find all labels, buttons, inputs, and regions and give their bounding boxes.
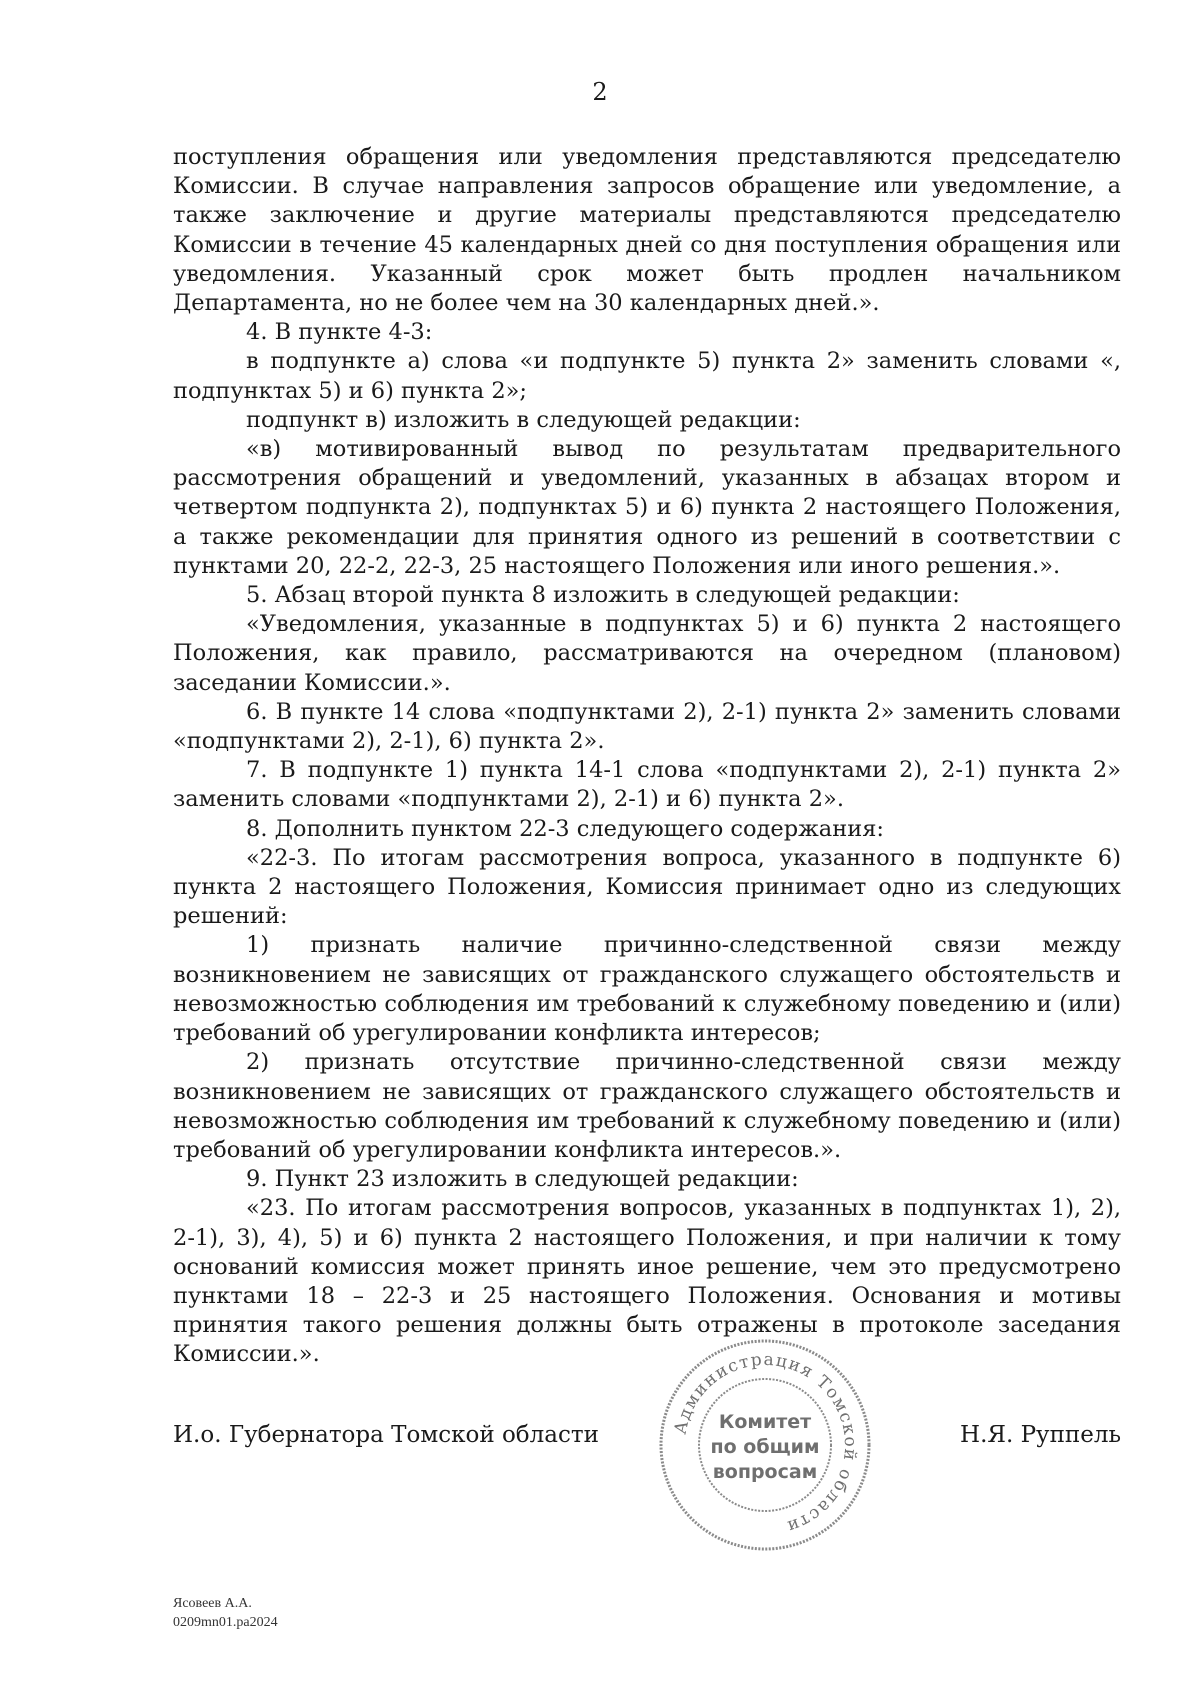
paragraph: 8. Дополнить пунктом 22-3 следующего содержания:: [246, 815, 884, 842]
paragraph: поступления обращения или уведомления представляются председателю Комиссии. В случае направления запросов обращение или уведомление, а также заключение и другие материалы представляются председателю Комиссии в течение 45 календарных дней со дня поступления обращения или уведомления. Указанный срок может быть продлен начальником Департамента, но не более чем на 30 календарных дней.».: [173, 144, 1121, 317]
paragraph: «Уведомления, указанные в подпунктах 5) и 6) пункта 2 настоящего Положения, как правило, рассматриваются на очередном (плановом) заседании Комиссии.».: [173, 611, 1121, 696]
paragraph: 1) признать наличие причинно-следственной связи между возникновением не зависящих от гражданского служащего обстоятельств и невозможностью соблюдения им требований к служебному поведению и (или) требований об урегулировании конфликта интересов;: [173, 932, 1121, 1047]
page-number: 2: [592, 78, 608, 106]
paragraph: 4. В пункте 4-3:: [246, 319, 433, 346]
paragraph: 9. Пункт 23 изложить в следующей редакции:: [246, 1166, 799, 1193]
seal-center-line-1: Комитет: [718, 1411, 812, 1433]
paragraph: «в) мотивированный вывод по результатам предварительного рассмотрения обращений и уведомлений, указанных в абзацах втором и четвертом подпункта 2), подпунктах 5) и 6) пункта 2 настоящего Положения, а также рекомендации для принятия одного из решений в соответствии с пунктами 20, 22-2, 22-3, 25 настоящего Положения или иного решения.».: [173, 436, 1121, 579]
document-body: [173, 143, 1121, 1370]
signatory-position: И.о. Губернатора Томской области: [173, 1422, 599, 1448]
paragraph: подпункт в) изложить в следующей редакции:: [246, 406, 801, 433]
footer-notes: [173, 1594, 278, 1632]
paragraph: «23. По итогам рассмотрения вопросов, указанных в подпунктах 1), 2), 2-1), 3), 4), 5) и 6) пункта 2 настоящего Положения, и при наличии к тому оснований комиссия может принять иное решение, чем это предусмотрено пунктами 18 – 22-3 и 25 настоящего Положения. Основания и мотивы принятия такого решения должны быть отражены в протоколе заседания Комиссии.».: [173, 1195, 1121, 1368]
paragraph: 2) признать отсутствие причинно-следственной связи между возникновением не зависящих от гражданского служащего обстоятельств и невозможностью соблюдения им требований к служебному поведению и (или) требований об урегулировании конфликта интересов.».: [173, 1049, 1121, 1163]
executor-name: Ясовеев А.А.: [173, 1596, 252, 1611]
paragraph: 7. В подпункте 1) пункта 14-1 слова «подпунктами 2), 2-1) пункта 2» заменить словами «подпунктами 2), 2-1) и 6) пункта 2».: [173, 757, 1121, 813]
signatory-name: Н.Я. Руппель: [960, 1422, 1121, 1448]
seal-center-line-2: по общим: [710, 1436, 820, 1458]
paragraph: «22-3. По итогам рассмотрения вопроса, указанного в подпункте 6) пункта 2 настоящего Положения, Комиссия принимает одно из следующих решений:: [173, 844, 1121, 930]
official-seal: [655, 1335, 875, 1555]
paragraph: в подпункте а) слова «и подпункте 5) пункта 2» заменить словами «, подпунктах 5) и 6) пункта 2»;: [173, 348, 1121, 404]
seal-center-line-3: вопросам: [712, 1461, 818, 1483]
paragraph: 6. В пункте 14 слова «подпунктами 2), 2-1) пункта 2» заменить словами «подпунктами 2), 2-1), 6) пункта 2».: [173, 698, 1121, 755]
seal-ring-text: Администрация Томской области: [670, 1349, 861, 1537]
paragraph: 5. Абзац второй пункта 8 изложить в следующей редакции:: [246, 582, 960, 609]
document-code: 0209mn01.pa2024: [173, 1615, 278, 1630]
